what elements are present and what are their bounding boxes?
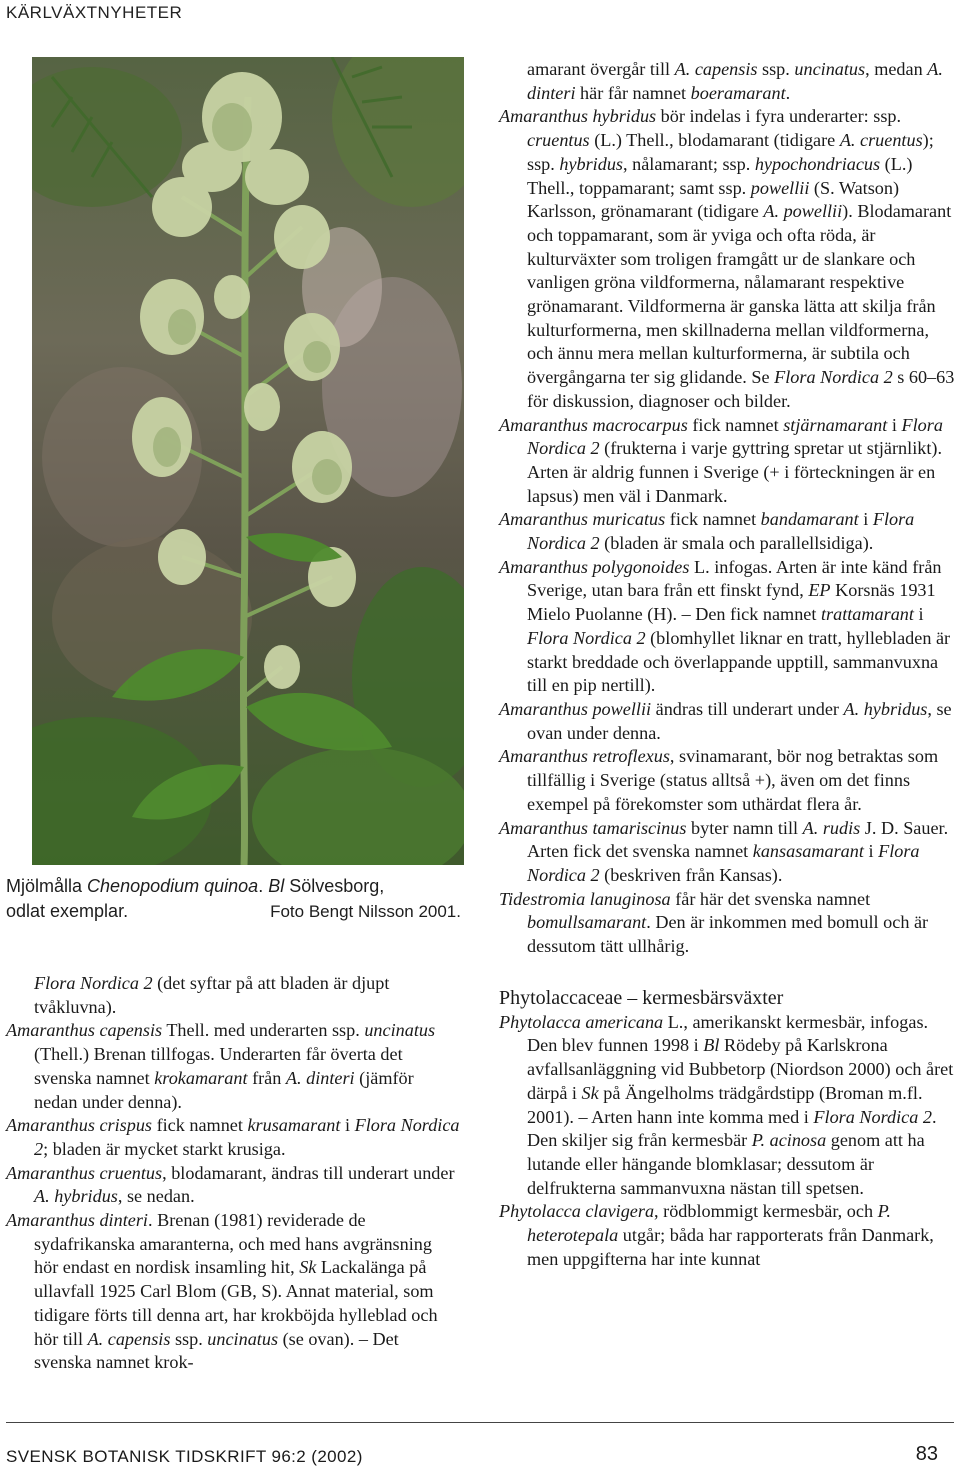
paragraph: amarant övergår till A. capensis ssp. uncinatus, medan A. dinteri här får namnet boeramarant. (527, 59, 943, 103)
running-header: KÄRLVÄXTNYHETER (6, 3, 183, 22)
paragraph: Amaranthus cruentus, blodamarant, ändras till underart under A. hybridus, se nedan. (6, 1162, 455, 1207)
paragraph: Phytolacca clavigera, rödblommigt kermesbär, och P. heterotepala utgår; båda har rapporterats från Danmark, men uppgifterna har inte kunnat (499, 1201, 934, 1269)
caption-place: Sölvesborg, (289, 876, 385, 896)
section-heading: Phytolaccaceae – kermesbärsväxter (499, 986, 784, 1009)
right-column (499, 58, 957, 1271)
paragraph: Amaranthus polygonoides L. infogas. Arten är inte känd från Sverige, utan bara från ett finskt fynd, EP Korsnäs 1931 Mielo Puolanne (H). – Den fick namnet trattamarant i Flora Nordica 2 (blomhyllet liknar en tratt, hyllebladen är starkt breddade och överlappande upptill, sammanvuxna till en pip nertill). (499, 556, 951, 696)
figure-caption (6, 874, 461, 924)
plant-illustration (32, 57, 464, 865)
paragraph: Amaranthus macrocarpus fick namnet stjärnamarant i Flora Nordica 2 (frukterna i varje gyttring spretar ut stjärnlikt). Arten är aldrig funnen i Sverige (+ i förteckningen är en lapsus) men väl i Danmark. (499, 414, 943, 506)
plant-photo (32, 57, 464, 865)
caption-line-2: odlat exemplar. (6, 901, 129, 921)
paragraph: Amaranthus capensis Thell. med underarten ssp. uncinatus (Thell.) Brenan tillfogas. Underarten får överta det svenska namnet krokamarant från A. dinteri (jämför nedan under denna). (6, 1020, 436, 1112)
paragraph: Amaranthus hybridus bör indelas i fyra underarter: ssp. cruentus (L.) Thell., blodamarant (tidigare A. cruentus); ssp. hybridus, nålamarant; ssp. hypochondriacus (L.) Thell., toppamarant; samt ssp. powellii (S. Watson) Karlsson, grönamarant (tidigare A. powellii). Blodamarant och toppamarant, som är yviga och ofta röda, är kulturväxter som troligen framgått ur de slankare och vanligen gröna vildformerna, nålamarant respektive grönamarant. Vildformerna är ganska lätta att skilja från kulturformerna, men skillnaderna mellan vildformerna, och ännu mera mellan kulturformerna, är subtila och övergångarna ter sig glidande. Se Flora Nordica 2 s 60–63 för diskussion, diagnoser och bilder. (499, 106, 955, 411)
page-number: 83 (915, 1443, 938, 1465)
paragraph: Flora Nordica 2 (det syftar på att bladen är djupt tvåkluvna). (34, 973, 390, 1017)
footer-divider (6, 1422, 954, 1423)
paragraph: Amaranthus powellii ändras till underart under A. hybridus, se ovan under denna. (499, 698, 952, 743)
caption-line-1 (6, 874, 461, 899)
paragraph: Amaranthus crispus fick namnet krusamarant i Flora Nordica 2; bladen är mycket starkt krusiga. (6, 1115, 460, 1159)
left-column (6, 972, 460, 1375)
paragraph: Amaranthus muricatus fick namnet bandamarant i Flora Nordica 2 (bladen är smala och parallellsidiga). (499, 509, 915, 554)
paragraph: Amaranthus retroflexus, svinamarant, bör nog betraktas som tillfällig i Sverige (status alltså +), även om det finns exempel på förekomster som uthärdat flera år. (499, 746, 939, 814)
caption-common-name: Mjölmålla (6, 876, 83, 896)
paragraph: Amaranthus dinteri. Brenan (1981) reviderade de sydafrikanska amaranterna, och med hans avgränsning hör endast en nordisk insamling hit, Sk Lackalänga på ullavfall 1925 Carl Blom (GB, S). Annat material, som tidigare förts till denna art, har krokböjda hylleblad och hör till A. capensis ssp. uncinatus (se ovan). – Det svenska namnet krok- (6, 1210, 438, 1373)
paragraph: Phytolacca americana L., amerikanskt kermesbär, infogas. Den blev funnen 1998 i Bl Rödeby på Karlskrona avfallsanläggning vid Bubbetorp (Niordson 2000) och året därpå i Sk på Ängelholms trädgårdstipp (Broman m.fl. 2001). – Arten hann inte komma med i Flora Nordica 2. Den skiljer sig från kermesbär P. acinosa genom att ha lutande eller hängande blomklasar; dessutom är delfrukterna sammanvuxna nästan till spetsen. (499, 1011, 954, 1198)
journal-footer: SVENSK BOTANISK TIDSKRIFT 96:2 (2002) (6, 1447, 363, 1466)
paragraph: Amaranthus tamariscinus byter namn till A. rudis J. D. Sauer. Arten fick det svenska namnet kansasamarant i Flora Nordica 2 (beskriven från Kansas). (499, 817, 949, 885)
photo-credit: Foto Bengt Nilsson 2001. (270, 902, 461, 921)
caption-province: Bl (268, 876, 285, 896)
paragraph: Tidestromia lanuginosa får här det svenska namnet bomullsamarant. Den är inkommen med bomull och är dessutom tätt ullhårig. (499, 888, 929, 957)
caption-species: Chenopodium quinoa (87, 876, 259, 896)
caption-separator: . (258, 876, 264, 896)
